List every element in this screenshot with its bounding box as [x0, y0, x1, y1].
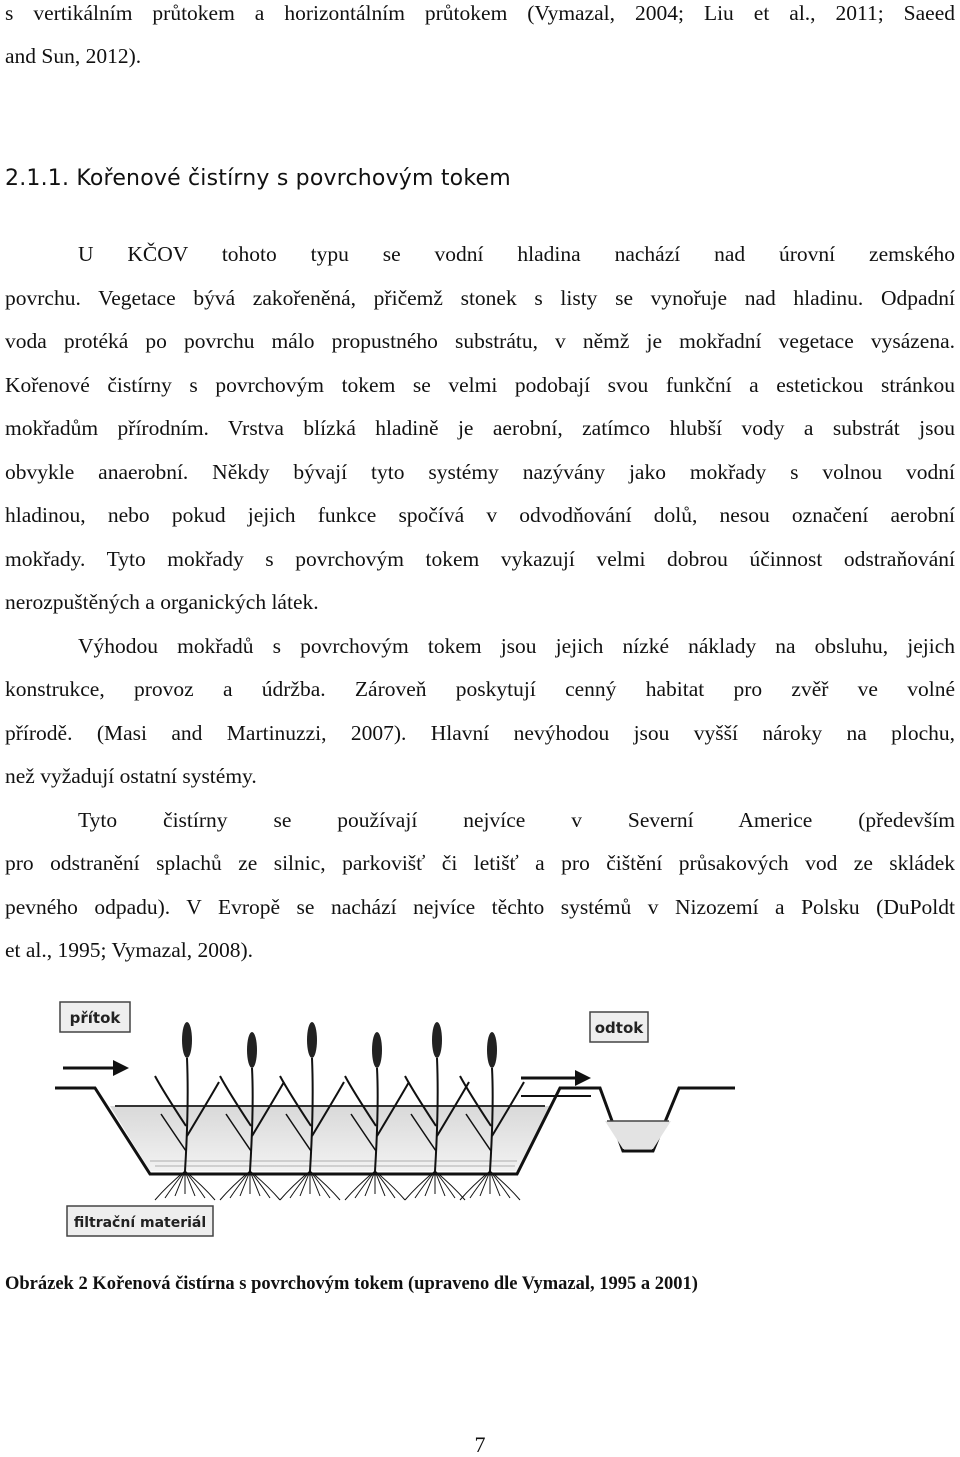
text-line: pro odstranění splachů ze silnic, parkovišť či letišť a pro čištění průsakových vod ze skládek [5, 851, 955, 875]
inflow-arrow-icon [63, 1060, 129, 1076]
outflow-water [605, 1121, 671, 1149]
page-number: 7 [474, 1432, 486, 1457]
figure-caption: Obrázek 2 Kořenová čistírna s povrchovým tokem (upraveno dle Vymazal, 1995 a 2001) [5, 1274, 698, 1294]
text-line: konstrukce, provoz a údržba. Zároveň poskytují cenný habitat pro zvěř ve volné [5, 677, 955, 701]
text-line: U KČOV tohoto typu se vodní hladina nachází nad úrovní zemského [78, 242, 955, 266]
text-line: and Sun, 2012). [5, 44, 142, 68]
text-line: Výhodou mokřadů s povrchovým tokem jsou jejich nízké náklady na obsluhu, jejich [78, 634, 955, 658]
outflow-arrow-icon [521, 1070, 591, 1096]
filter-label-box [67, 1206, 213, 1236]
inflow-label: přítok [69, 1009, 121, 1027]
text-line: mokřady. Tyto mokřady s povrchovým tokem vykazují velmi dobrou účinnost odstraňování [5, 547, 955, 571]
wetland-diagram [55, 996, 905, 1246]
outflow-label: odtok [594, 1019, 644, 1037]
text-line: obvykle anaerobní. Někdy bývají tyto systémy nazývány jako mokřady s volnou vodní [5, 460, 955, 484]
text-line: než vyžadují ostatní systémy. [5, 764, 257, 788]
section-heading: 2.1.1. Kořenové čistírny s povrchovým tokem [5, 166, 511, 191]
text-line: Tyto čistírny se používají nejvíce v Severní Americe (především [78, 808, 955, 832]
text-line: Kořenové čistírny s povrchovým tokem se velmi podobají svou funkční a estetickou stránkou [5, 373, 955, 397]
text-line: přírodě. (Masi and Martinuzzi, 2007). Hlavní nevýhodou jsou vyšší nároky na plochu, [5, 721, 955, 745]
filter-label: filtrační materiál [73, 1215, 207, 1231]
text-line: et al., 1995; Vymazal, 2008). [5, 938, 253, 962]
text-line: povrchu. Vegetace bývá zakořeněná, přičemž stonek s listy se vynořuje nad hladinu. Odpadní [5, 286, 955, 310]
text-line: nerozpuštěných a organických látek. [5, 590, 319, 614]
text-line: pevného odpadu). V Evropě se nachází nejvíce těchto systémů v Nizozemí a Polsku (DuPoldt [5, 895, 955, 919]
text-line: mokřadům přírodním. Vrstva blízká hladině je aerobní, zatímco hlubší vody a substrát jsou [5, 416, 955, 440]
text-line: s vertikálním průtokem a horizontálním průtokem (Vymazal, 2004; Liu et al., 2011; Saeed [5, 1, 955, 25]
inflow-label-box [60, 1002, 130, 1032]
text-line: voda protéká po povrchu málo propustného substrátu, v němž je mokřadní vegetace vysázena. [5, 329, 955, 353]
text-line: hladinou, nebo pokud jejich funkce spočívá v odvodňování dolů, nesou označení aerobní [5, 503, 955, 527]
outflow-label-box [590, 1012, 648, 1042]
